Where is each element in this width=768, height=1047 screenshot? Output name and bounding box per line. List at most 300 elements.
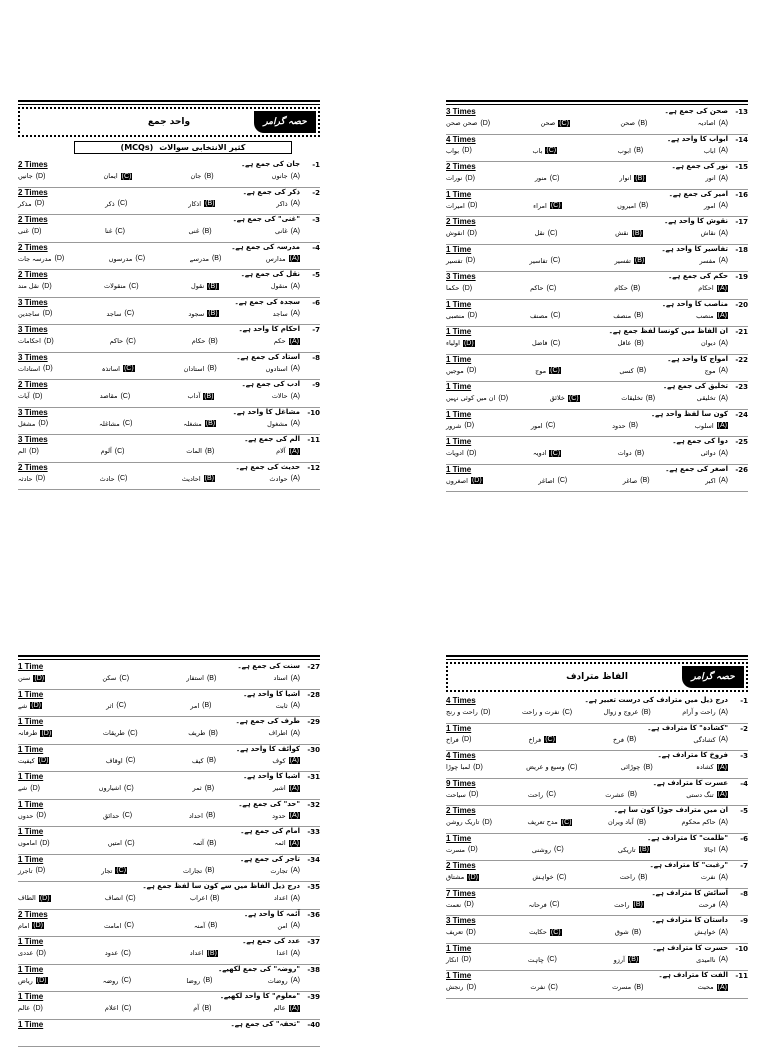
option-letter: (D) (44, 338, 54, 345)
option-row (446, 312, 728, 320)
answer-option (183, 867, 214, 875)
answer-option (274, 337, 300, 345)
question-text: نور کی جمع ہے۔ (526, 162, 728, 170)
option-text: مفسر (699, 257, 715, 265)
question-text: عسرت کا مترادف ہے۔ (526, 779, 728, 787)
option-letter: (B) (638, 120, 647, 127)
option-letter: (A) (291, 702, 300, 709)
question-item (18, 690, 320, 718)
option-text: روضات (268, 977, 288, 985)
answer-option (106, 702, 126, 710)
option-text: سیاحت (446, 791, 466, 799)
answer-option (190, 702, 211, 710)
answer-option (193, 784, 215, 792)
answer-option (188, 392, 215, 400)
question-item (446, 162, 748, 190)
option-letter-highlighted: (A) (289, 1005, 300, 1012)
answer-option (613, 312, 643, 320)
option-text: راحت و رنج (446, 708, 478, 716)
option-text: حوادث (269, 475, 287, 483)
option-letter-highlighted: (B) (203, 393, 214, 400)
answer-option (189, 812, 215, 820)
answer-option (18, 757, 49, 765)
option-row (446, 873, 728, 881)
answer-option (277, 949, 300, 957)
option-row (446, 202, 728, 210)
option-letter: (C) (121, 977, 131, 984)
option-text: امیروں (617, 202, 636, 210)
option-letter-highlighted: (C) (123, 365, 135, 372)
answer-option (701, 449, 728, 457)
option-letter: (D) (462, 147, 472, 154)
option-letter: (C) (546, 422, 556, 429)
answer-option (184, 365, 217, 373)
question-text: "کشادہ" کا مترادف ہے۔ (526, 724, 728, 732)
option-row (18, 475, 300, 483)
answer-option (275, 227, 300, 235)
option-letter: (A) (719, 736, 728, 743)
option-letter: (D) (32, 228, 42, 235)
option-text: حادثہ (18, 475, 33, 483)
answer-option (446, 147, 472, 155)
answer-option (704, 846, 728, 854)
option-row (18, 420, 300, 428)
option-letter: (C) (126, 338, 136, 345)
option-letter: (D) (480, 120, 490, 127)
option-text: آمنہ (194, 922, 205, 930)
question-text: صحن کی جمع ہے۔ (526, 107, 728, 115)
question-number: -3 (740, 752, 748, 760)
question-number: -4 (312, 244, 320, 252)
question-item (18, 882, 320, 910)
question-text: کوائف کا واحد ہے۔ (98, 745, 300, 753)
option-letter: (B) (208, 922, 217, 929)
question-text: تاجر کی جمع ہے۔ (98, 855, 300, 863)
option-text: نقول (191, 282, 204, 290)
option-letter-highlighted: (D) (39, 895, 51, 902)
answer-option (105, 949, 131, 957)
times-count: 2 Times (18, 380, 48, 389)
question-item (446, 944, 748, 972)
question-number: -37 (307, 938, 320, 946)
question-text: مناصب کا واحد ہے۔ (526, 300, 728, 308)
option-text: المات (186, 447, 202, 455)
question-number: -33 (307, 828, 320, 836)
top-rule (18, 100, 320, 105)
option-text: طرفانہ (18, 729, 37, 737)
question-number: -26 (735, 466, 748, 474)
option-letter-highlighted: (C) (549, 450, 561, 457)
times-count: 3 Times (18, 408, 48, 417)
option-text: امامت (104, 922, 121, 930)
answer-option (604, 708, 651, 716)
option-text: مشغل (18, 420, 35, 428)
option-letter: (D) (467, 450, 477, 457)
option-text: اطراف (269, 729, 288, 737)
question-text: نقوش کا واحد ہے۔ (526, 217, 728, 225)
option-text: منصب (696, 312, 713, 320)
option-text: ذکر (105, 200, 115, 208)
option-text: راحت (528, 791, 543, 799)
times-count: 1 Time (446, 190, 471, 199)
option-text: آرزو (614, 956, 625, 964)
option-text: غنا (105, 227, 112, 235)
option-text: چوڑائی (621, 763, 641, 771)
question-number: -40 (307, 1021, 320, 1029)
answer-option (107, 310, 135, 318)
option-letter: (B) (643, 764, 652, 771)
option-letter-highlighted: (C) (549, 367, 561, 374)
question-item (18, 243, 320, 271)
times-count: 1 Time (18, 992, 43, 1001)
option-letter: (D) (36, 475, 46, 482)
question-list (18, 160, 320, 490)
option-text: حکایت (529, 928, 547, 936)
answer-option (612, 422, 638, 430)
question-item (446, 382, 748, 410)
option-letter: (D) (30, 785, 40, 792)
option-letter: (C) (562, 709, 572, 716)
option-letter: (D) (29, 448, 39, 455)
answer-option (190, 255, 222, 263)
option-text: مشتاق (446, 873, 464, 881)
question-text: اصغر کی جمع ہے۔ (526, 465, 728, 473)
option-row (446, 174, 728, 182)
option-text: دوائی (701, 449, 716, 457)
option-text: تاریک روشن (446, 818, 479, 826)
answer-option (270, 867, 300, 875)
option-text: استاد (274, 674, 288, 682)
question-item (18, 937, 320, 965)
answer-option (446, 901, 474, 909)
question-item (18, 827, 320, 855)
times-count: 1 Time (18, 690, 43, 699)
question-number: -24 (735, 411, 748, 419)
times-count: 2 Times (18, 188, 48, 197)
question-item (446, 107, 748, 135)
answer-option (612, 983, 643, 991)
times-count: 2 Times (18, 270, 48, 279)
option-text: اوقاف (106, 757, 123, 765)
answer-option (103, 812, 132, 820)
answer-option (18, 729, 52, 737)
option-row (18, 447, 300, 455)
option-letter: (D) (481, 709, 491, 716)
option-row (18, 200, 300, 208)
option-text: جان (190, 172, 201, 180)
answer-option (18, 922, 44, 930)
question-number: -34 (307, 856, 320, 864)
answer-option (619, 367, 646, 375)
option-letter: (C) (550, 175, 560, 182)
page-top-right (446, 100, 748, 490)
question-text: کون سا لفظ واحد ہے۔ (526, 410, 728, 418)
question-item (18, 270, 320, 298)
option-letter-highlighted: (B) (207, 950, 218, 957)
option-letter-highlighted: (C) (121, 173, 133, 180)
question-item (446, 696, 748, 724)
option-text: انقوش (446, 229, 464, 237)
answer-option (274, 674, 300, 682)
question-text: ان الفاظ میں کونسا لفظ جمع ہے۔ (526, 327, 728, 335)
option-row (18, 365, 300, 373)
answer-option (615, 928, 641, 936)
option-row (18, 949, 300, 957)
question-item (446, 465, 748, 493)
question-number: -12 (307, 464, 320, 472)
option-text: ساجد (107, 310, 122, 318)
option-text: تفاسیر (529, 257, 547, 265)
option-text: سجود (188, 310, 204, 318)
option-row (446, 928, 728, 936)
answer-option (276, 702, 300, 710)
option-row (446, 901, 728, 909)
question-list (18, 662, 320, 1047)
option-text: مدرسہ جات (18, 255, 51, 263)
option-row (18, 255, 300, 263)
answer-option (698, 284, 728, 292)
option-letter: (B) (631, 285, 640, 292)
answer-option (18, 784, 40, 792)
option-letter: (A) (719, 340, 728, 347)
question-number: -29 (307, 718, 320, 726)
question-item (446, 327, 748, 355)
answer-option (276, 200, 300, 208)
option-letter: (D) (467, 312, 477, 319)
answer-option (272, 172, 300, 180)
option-row (18, 282, 300, 290)
option-text: شے (18, 784, 27, 792)
answer-option (191, 282, 219, 290)
answer-option (266, 255, 300, 263)
answer-option (104, 922, 134, 930)
option-letter: (A) (719, 450, 728, 457)
answer-option (531, 422, 556, 430)
answer-option (272, 812, 300, 820)
question-number: -1 (312, 161, 320, 169)
question-text: سجدہ کی جمع ہے۔ (98, 298, 300, 306)
option-letter: (D) (40, 840, 50, 847)
option-text: ثمر (193, 784, 202, 792)
answer-option (188, 200, 215, 208)
option-letter: (A) (291, 675, 300, 682)
option-letter: (B) (638, 874, 647, 881)
question-number: -35 (307, 883, 320, 891)
times-count: 1 Time (446, 437, 471, 446)
page-bottom-left (18, 655, 320, 1024)
question-item (446, 806, 748, 834)
question-item (18, 215, 320, 243)
option-text: احکام (698, 284, 713, 292)
answer-option (446, 791, 479, 799)
option-text: کیف (192, 757, 204, 765)
answer-option (617, 202, 648, 210)
option-letter: (D) (36, 867, 46, 874)
option-text: انکار (446, 956, 458, 964)
option-letter: (D) (43, 310, 53, 317)
times-count: 1 Time (446, 465, 471, 474)
option-text: تجارت (270, 867, 287, 875)
option-text: روضہ (103, 977, 119, 985)
question-text: امواج کا واحد ہے۔ (526, 355, 728, 363)
option-letter-highlighted: (A) (717, 312, 728, 319)
option-text: اباب (704, 147, 716, 155)
question-text: حدیث کی جمع ہے۔ (98, 463, 300, 471)
option-text: امور (704, 202, 716, 210)
option-text: راحت (614, 901, 629, 909)
answer-option (623, 477, 650, 485)
option-text: حاکم (530, 284, 543, 292)
answer-option (541, 119, 570, 127)
answer-option (18, 475, 45, 483)
times-count: 2 Times (18, 463, 48, 472)
answer-option (99, 420, 132, 428)
question-text: نقل کی جمع ہے۔ (98, 270, 300, 278)
answer-option (701, 873, 728, 881)
option-letter: (D) (468, 846, 478, 853)
option-letter: (C) (135, 255, 145, 262)
question-text: احکام کا واحد ہے۔ (98, 325, 300, 333)
option-text: اشیاروں (99, 784, 121, 792)
option-text: امیرات (446, 202, 465, 210)
option-letter-highlighted: (D) (467, 874, 479, 881)
option-letter: (C) (121, 950, 131, 957)
option-text: طریف (188, 729, 205, 737)
option-text: سنن (18, 674, 30, 682)
times-count: 1 Time (18, 1020, 43, 1029)
option-letter: (B) (629, 422, 638, 429)
page-top-left (18, 100, 320, 485)
option-letter: (B) (632, 929, 641, 936)
option-text: مدرسے (190, 255, 209, 263)
option-text: حالات (272, 392, 288, 400)
answer-option (550, 394, 580, 402)
times-count: 1 Time (18, 745, 43, 754)
option-text: استادوں (266, 365, 288, 373)
answer-option (698, 119, 728, 127)
answer-option (699, 901, 728, 909)
answer-option (110, 337, 136, 345)
question-item (446, 724, 748, 752)
question-number: -4 (740, 780, 748, 788)
option-letter: (C) (119, 675, 129, 682)
question-item (18, 353, 320, 381)
answer-option (535, 174, 560, 182)
option-text: تعریف (446, 928, 463, 936)
option-text: امراء (533, 202, 547, 210)
answer-option (188, 729, 218, 737)
option-text: آداب (188, 392, 201, 400)
option-letter: (C) (548, 230, 558, 237)
answer-option (18, 172, 45, 180)
option-text: الم (18, 447, 26, 455)
option-letter: (A) (291, 393, 300, 400)
question-list (446, 107, 748, 492)
option-text: ائمہ (274, 839, 285, 847)
option-text: آم (193, 1004, 199, 1012)
option-letter: (C) (126, 757, 136, 764)
option-letter: (A) (719, 846, 728, 853)
answer-option (605, 791, 637, 799)
option-text: ان میں کوئی نہیں (446, 394, 495, 402)
times-count: 1 Time (446, 382, 471, 391)
option-text: امتیں (108, 839, 122, 847)
option-letter: (C) (120, 393, 130, 400)
option-letter: (A) (291, 283, 300, 290)
answer-option (273, 1004, 300, 1012)
question-number: -2 (740, 725, 748, 733)
question-item (446, 779, 748, 807)
answer-option (104, 172, 133, 180)
answer-option (529, 257, 560, 265)
option-text: ناامیدی (696, 956, 716, 964)
answer-option (273, 784, 300, 792)
option-text: موج (535, 367, 546, 375)
times-count: 2 Times (446, 861, 476, 870)
answer-option (183, 420, 216, 428)
option-text: ثابت (276, 702, 288, 710)
answer-option (18, 977, 48, 985)
option-text: مقاصد (100, 392, 118, 400)
question-item (446, 889, 748, 917)
answer-option (701, 229, 728, 237)
option-letter: (C) (116, 702, 126, 709)
answer-option (186, 977, 212, 985)
top-rule (18, 655, 320, 660)
answer-option (105, 227, 125, 235)
option-letter: (D) (498, 395, 508, 402)
option-letter: (A) (291, 310, 300, 317)
times-count: 2 Times (18, 215, 48, 224)
question-item (18, 910, 320, 938)
answer-option (533, 202, 561, 210)
times-count: 1 Time (18, 937, 43, 946)
option-letter: (A) (719, 120, 728, 127)
answer-option (269, 729, 300, 737)
answer-option (446, 422, 474, 430)
question-text: ان میں مترادف جوڑا کون سا ہے۔ (526, 806, 728, 814)
option-letter: (C) (126, 895, 136, 902)
answer-option (446, 928, 476, 936)
option-letter: (D) (461, 956, 471, 963)
answer-option (446, 736, 471, 744)
option-letter: (C) (550, 901, 560, 908)
option-text: نقل (535, 229, 545, 237)
option-letter: (A) (719, 230, 728, 237)
option-row (18, 674, 300, 682)
question-text: "معلوم" کا واحد لکھیے۔ (98, 992, 300, 1000)
answer-option (446, 763, 483, 771)
option-row (18, 894, 300, 902)
option-letter: (A) (719, 709, 728, 716)
option-text: عاقل (617, 339, 631, 347)
option-letter: (C) (129, 283, 139, 290)
option-letter: (D) (462, 285, 472, 292)
option-text: تجارات (183, 867, 202, 875)
question-item (446, 437, 748, 465)
question-text: الم کی جمع ہے۔ (98, 435, 300, 443)
option-text: کوف (272, 757, 285, 765)
option-row (446, 147, 728, 155)
banner-tag: حصہ گرامر (682, 666, 744, 688)
answer-option (529, 928, 562, 936)
option-row (446, 257, 728, 265)
answer-option (686, 791, 728, 799)
option-text: مشغلہ (183, 420, 201, 428)
option-text: فراخ (446, 736, 459, 744)
option-letter: (A) (719, 202, 728, 209)
option-letter-highlighted: (D) (38, 757, 50, 764)
